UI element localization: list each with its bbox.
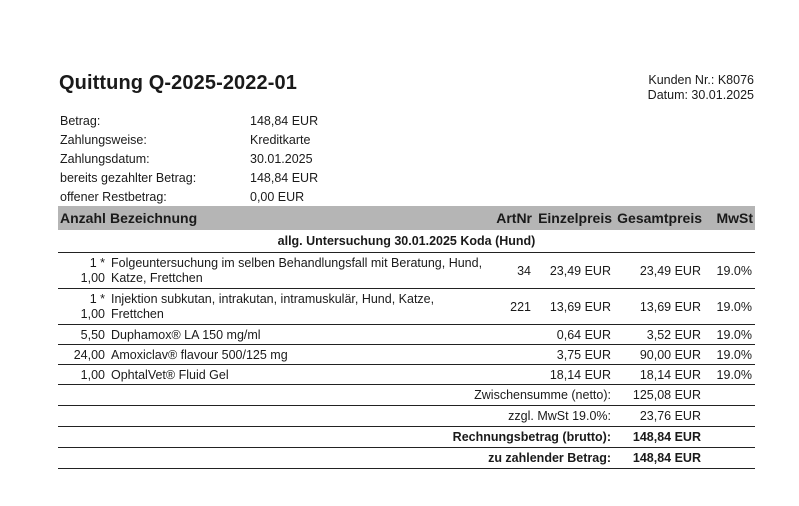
receipt-title: Quittung Q-2025-2022-01 [59, 72, 297, 94]
totals-value: 148,84 EUR [614, 427, 704, 448]
item-qty-value: 1,00 [80, 270, 105, 285]
summary-label: Betrag: [60, 114, 101, 129]
totals-row [58, 406, 755, 427]
totals-row [58, 427, 755, 448]
summary-row [60, 187, 370, 206]
group-row [58, 230, 755, 253]
summary-label: Zahlungsdatum: [60, 151, 150, 166]
summary-label: bereits gezahlter Betrag: [60, 170, 197, 185]
header-qty: Anzahl [58, 206, 108, 230]
item-total-price: 18,14 EUR [614, 365, 704, 385]
totals-row [58, 385, 755, 406]
totals-label: Rechnungsbetrag (brutto): [58, 427, 614, 448]
payment-summary [60, 112, 370, 206]
item-vat: 19.0% [704, 365, 755, 385]
summary-label: offener Restbetrag: [60, 189, 167, 204]
item-vat: 19.0% [704, 289, 755, 325]
item-qty [58, 253, 108, 289]
receipt-meta [648, 73, 754, 103]
header-artnr: ArtNr [490, 206, 534, 230]
item-unit-price: 23,49 EUR [534, 253, 614, 289]
item-artnr [490, 345, 534, 365]
item-unit-price: 0,64 EUR [534, 325, 614, 345]
item-description: Injektion subkutan, intrakutan, intramuskulär, Hund, Katze, Frettchen [108, 289, 490, 325]
summary-value: 148,84 EUR [250, 114, 319, 129]
item-unit-price: 18,14 EUR [534, 365, 614, 385]
item-total-price: 13,69 EUR [614, 289, 704, 325]
item-qty-value: 5,50 [58, 325, 108, 345]
header-total-price: Gesamtpreis [614, 206, 704, 230]
table-row [58, 345, 755, 365]
item-vat: 19.0% [704, 325, 755, 345]
group-title: allg. Untersuchung 30.01.2025 Koda (Hund) [58, 230, 755, 253]
receipt-date: Datum: 30.01.2025 [647, 88, 754, 102]
item-qty-value: 1,00 [80, 306, 105, 321]
item-total-price: 90,00 EUR [614, 345, 704, 365]
totals-value: 125,08 EUR [614, 385, 704, 406]
summary-row [60, 168, 370, 187]
item-total-price: 3,52 EUR [614, 325, 704, 345]
totals-label: zu zahlender Betrag: [58, 448, 614, 469]
item-qty-marker: 1 * [89, 255, 105, 270]
table-row [58, 253, 755, 289]
item-qty [58, 289, 108, 325]
item-description: Amoxiclav® flavour 500/125 mg [108, 345, 490, 365]
item-unit-price: 13,69 EUR [534, 289, 614, 325]
summary-row [60, 150, 370, 169]
item-artnr [490, 325, 534, 345]
item-artnr [490, 365, 534, 385]
item-description: Folgeuntersuchung im selben Behandlungsfall mit Beratung, Hund, Katze, Frettchen [108, 253, 490, 289]
table-row [58, 325, 755, 345]
summary-row [60, 131, 370, 150]
customer-number: Kunden Nr.: K8076 [648, 73, 754, 87]
line-items-table [58, 206, 755, 469]
table-header-row [58, 206, 755, 230]
header-description: Bezeichnung [108, 206, 490, 230]
header-vat: MwSt [704, 206, 755, 230]
item-qty-marker: 1 * [89, 291, 105, 306]
item-vat: 19.0% [704, 345, 755, 365]
totals-label: zzgl. MwSt 19.0%: [58, 406, 614, 427]
item-description: Duphamox® LA 150 mg/ml [108, 325, 490, 345]
item-qty-value: 1,00 [58, 365, 108, 385]
totals-value: 23,76 EUR [614, 406, 704, 427]
item-artnr: 34 [490, 253, 534, 289]
table-row [58, 289, 755, 325]
summary-value: Kreditkarte [250, 133, 311, 148]
summary-value: 148,84 EUR [250, 170, 319, 185]
item-vat: 19.0% [704, 253, 755, 289]
header-unit-price: Einzelpreis [534, 206, 614, 230]
summary-value: 0,00 EUR [250, 189, 305, 204]
totals-value: 148,84 EUR [614, 448, 704, 469]
totals-row [58, 448, 755, 469]
item-artnr: 221 [490, 289, 534, 325]
item-total-price: 23,49 EUR [614, 253, 704, 289]
summary-value: 30.01.2025 [250, 151, 313, 166]
item-unit-price: 3,75 EUR [534, 345, 614, 365]
item-description: OphtalVet® Fluid Gel [108, 365, 490, 385]
summary-row [60, 112, 370, 131]
item-qty-value: 24,00 [58, 345, 108, 365]
table-row [58, 365, 755, 385]
totals-label: Zwischensumme (netto): [58, 385, 614, 406]
summary-label: Zahlungsweise: [60, 133, 147, 148]
